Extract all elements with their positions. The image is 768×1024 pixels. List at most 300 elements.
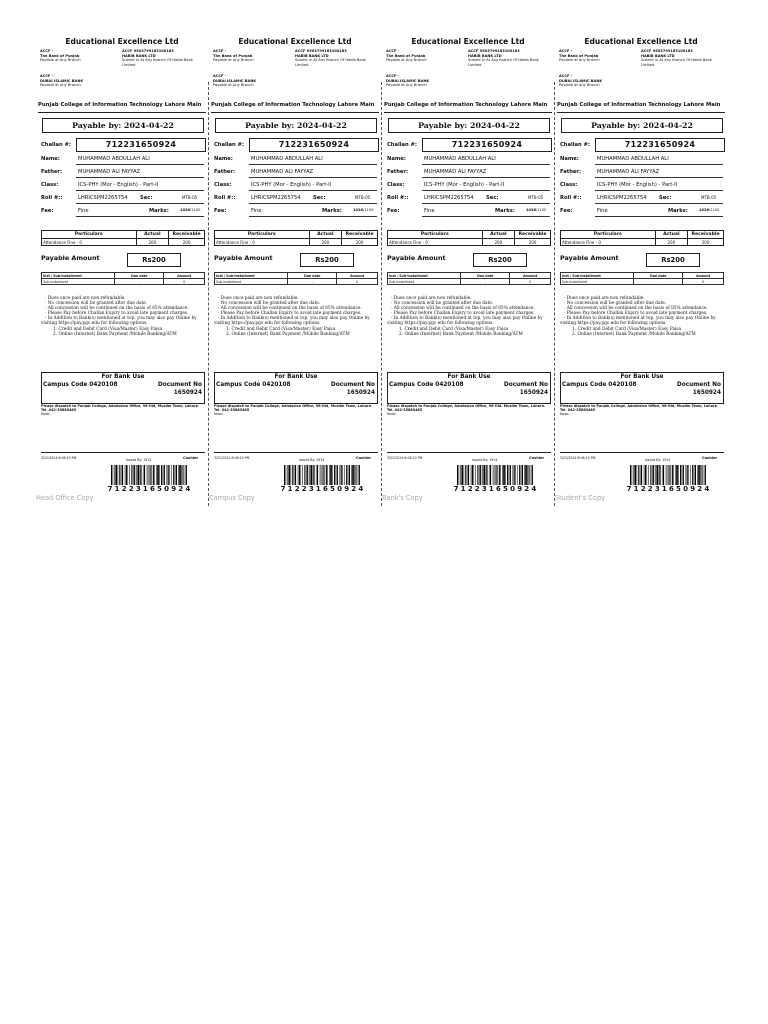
bank-name: HABIB BANK LTD: [641, 53, 675, 58]
barcode: [284, 465, 360, 485]
fee-actual: 200: [136, 239, 169, 246]
barcode-bar: [683, 465, 684, 485]
father-label: Father:: [41, 169, 63, 175]
barcode-bar: [493, 465, 494, 485]
fees-table: [560, 230, 724, 246]
challan-copy: [382, 32, 554, 502]
note-line: · In Addition to Bank(s) mentioned at top, you may also pay Online by visiting https://pay.pgc.edu for following options.: [214, 316, 370, 327]
underline: [249, 203, 377, 204]
barcode-bar: [517, 465, 518, 485]
bank-block-dib: [213, 74, 297, 88]
barcode-bar: [150, 465, 151, 485]
fee-particular: Attendance Fine - 0: [388, 239, 483, 246]
bank-block-bop: [40, 49, 124, 63]
fee-particular: Attendance Fine - 0: [561, 239, 656, 246]
marks-total: /1100: [190, 208, 201, 212]
col-amount: Amount: [164, 273, 205, 279]
college-name: Punjab College of Information Technology Lahore Main: [38, 102, 202, 108]
table-row: [215, 279, 378, 285]
table-row: [42, 239, 205, 246]
barcode-number: 712231650924: [453, 485, 539, 493]
barcode-bar: [114, 465, 115, 485]
barcode-bar: [329, 465, 330, 485]
marks-obtained: 1026: [526, 208, 537, 212]
barcode-bar: [141, 465, 142, 485]
roll-label: Roll #::: [41, 195, 63, 201]
company-name: Educational Excellence Ltd: [411, 37, 525, 46]
barcode-bar: [505, 465, 506, 485]
bank-name: DUBAI ISLAMIC BANK: [559, 78, 603, 83]
barcode-bar: [638, 465, 639, 485]
bank-name: HABIB BANK LTD: [295, 53, 329, 58]
divider: [41, 452, 205, 453]
bank-account-code: ACCF -: [386, 49, 400, 53]
barcode-bar: [313, 465, 314, 485]
barcode-bar: [690, 465, 691, 485]
timestamp: 3/22/2024 8:06:10 PM: [214, 456, 250, 460]
barcode-bar: [522, 465, 523, 485]
underline: [595, 177, 723, 178]
underline: [249, 177, 377, 178]
dispatch-address: Please dispatch to Punjab College, Admission Office, 96-Old, Muslim Town, Lahore. Tel. 042-35883485: [41, 404, 200, 413]
barcode-bar: [641, 465, 642, 485]
section-label: Sec:: [486, 195, 499, 201]
barcode-bar: [121, 465, 122, 485]
fee-actual: 200: [482, 239, 515, 246]
challan-number: 712231650924: [249, 138, 379, 152]
note-line: · Please Pay before Challan Expiry to avoid late payment charges.: [45, 311, 189, 317]
divider: [38, 112, 206, 113]
inst-amount: 0: [337, 279, 378, 285]
col-actual: Actual: [655, 231, 688, 239]
barcode-bar: [151, 465, 152, 485]
divider: [387, 452, 551, 453]
col-particulars: Particulars: [42, 231, 137, 239]
barcode-bar: [295, 465, 296, 485]
barcode-bar: [137, 465, 139, 485]
col-due: Due date: [115, 273, 164, 279]
barcode-bar: [475, 465, 476, 485]
barcode-number: 712231650924: [280, 485, 366, 493]
barcode-bar: [134, 465, 135, 485]
fee-value: Fine: [597, 208, 608, 214]
note-line: · Please Pay before Challan Expiry to avoid late payment charges.: [218, 311, 362, 317]
barcode-bar: [527, 465, 528, 485]
barcode-bar: [156, 465, 157, 485]
college-name: Punjab College of Information Technology Lahore Main: [384, 102, 548, 108]
section-label: Sec:: [140, 195, 153, 201]
barcode-bar: [183, 465, 184, 485]
cut-line: [381, 82, 382, 506]
barcode-bar: [487, 465, 488, 485]
class-label: Class:: [214, 182, 232, 188]
bank-note: Payable at Any Branch: [213, 58, 254, 63]
barcode-bar: [167, 465, 168, 485]
col-particulars: Particulars: [561, 231, 656, 239]
dispatch-address: Please dispatch to Punjab College, Admission Office, 96-Old, Muslim Town, Lahore. Tel. 042-35883485: [214, 404, 373, 413]
note-line: · All concession will be continued on the basis of 85% attendance.: [391, 306, 535, 312]
note-line: · No concession will be granted after due date.: [564, 301, 667, 307]
underline: [595, 164, 723, 165]
inst-due: -: [115, 279, 164, 285]
barcode-bar: [185, 465, 186, 485]
marks-label: Marks:: [668, 208, 688, 214]
barcode-bar: [532, 465, 533, 485]
barcode-bar: [327, 465, 328, 485]
barcode-bar: [344, 465, 345, 485]
divider: [214, 452, 378, 453]
bank-note: Submit in At Any Branch Of Habib Bank Limited: [641, 58, 712, 67]
barcode-bar: [129, 465, 130, 485]
barcode-bar: [503, 465, 505, 485]
issued-by: Issued By: 1914: [299, 458, 325, 462]
fee-receivable: 200: [515, 239, 551, 246]
underline: [76, 177, 204, 178]
barcode-bar: [653, 465, 654, 485]
roll-value: LHRICSPM2265754: [78, 195, 128, 201]
barcode-bar: [637, 465, 638, 485]
copy-label: Campus Copy: [209, 494, 255, 502]
barcode-bar: [633, 465, 634, 485]
barcode-bar: [509, 465, 510, 485]
barcode-bar: [695, 465, 696, 485]
bank-note: Submit in At Any Branch Of Habib Bank Limited: [122, 58, 193, 67]
bank-block-bop: [559, 49, 643, 63]
underline: [422, 177, 550, 178]
table-row: [215, 239, 378, 246]
barcode-bar: [144, 465, 145, 485]
fee-label: Fee:: [560, 208, 573, 214]
roll-value: LHRICSPM2265754: [597, 195, 647, 201]
col-receivable: Receivable: [342, 231, 378, 239]
barcode-bar: [348, 465, 349, 485]
barcode-bar: [349, 465, 350, 485]
col-inst: Inst / Sub-installment: [215, 273, 288, 279]
note-line: · Dues once paid are non refundable.: [391, 296, 472, 301]
fee-label: Fee:: [387, 208, 400, 214]
student-name: MUHAMMAD ABDULLAH ALI: [251, 156, 323, 162]
barcode-bar: [294, 465, 295, 485]
class-value: ICS-PHY (Mor - English) - Part-II: [78, 182, 159, 188]
underline: [76, 190, 204, 191]
payable-by-box: Payable by: 2024-04-22: [561, 118, 723, 133]
underline: [595, 216, 723, 217]
barcode-bar: [321, 465, 322, 485]
barcode-bar: [352, 465, 354, 485]
barcode-bar: [702, 465, 703, 485]
bank-use-title: For Bank Use: [620, 374, 664, 380]
barcode-bar: [171, 465, 172, 485]
table-row: [42, 279, 205, 285]
barcode-bar: [480, 465, 481, 485]
barcode-bar: [159, 465, 160, 485]
barcode-bar: [648, 465, 649, 485]
barcode-bar: [659, 465, 660, 485]
note-line: · No concession will be granted after due date.: [391, 301, 494, 307]
inst-due: -: [461, 279, 510, 285]
barcode-bar: [531, 465, 532, 485]
barcode-bar: [326, 465, 327, 485]
note-line: · Dues once paid are non refundable.: [564, 296, 645, 301]
barcode-bar: [652, 465, 653, 485]
underline: [422, 203, 550, 204]
barcode-bar: [337, 465, 338, 485]
cashier-label: Cashier: [183, 456, 199, 460]
bank-use-box: [387, 372, 551, 404]
barcode-bar: [465, 465, 466, 485]
inst-amount: 0: [683, 279, 724, 285]
barcode-bar: [524, 465, 525, 485]
campus-code: Campus Code 0420108: [216, 382, 291, 388]
col-due: Due date: [288, 273, 337, 279]
bank-name: DUBAI ISLAMIC BANK: [213, 78, 257, 83]
document-label: Document No: [503, 382, 548, 388]
barcode-bar: [286, 465, 287, 485]
inst-name: Sub-installment: [215, 279, 288, 285]
section-value: MTB-05: [701, 195, 717, 200]
class-label: Class:: [41, 182, 59, 188]
barcode-bar: [125, 465, 126, 485]
copy-label: Head Office Copy: [36, 494, 94, 502]
bank-note: Submit in At Any Branch Of Habib Bank Limited: [295, 58, 366, 67]
underline: [422, 164, 550, 165]
bank-block-hbl: [295, 49, 379, 67]
timestamp: 3/22/2024 8:06:10 PM: [387, 456, 423, 460]
bank-note: Payable at Any Branch: [386, 83, 427, 88]
underline: [76, 164, 204, 165]
barcode-bar: [514, 465, 515, 485]
col-actual: Actual: [309, 231, 342, 239]
fee-particular: Attendance Fine - 0: [42, 239, 137, 246]
fee-label: Fee:: [41, 208, 54, 214]
payable-by-box: Payable by: 2024-04-22: [42, 118, 204, 133]
father-label: Father:: [560, 169, 582, 175]
bank-note: Payable at Any Branch: [559, 58, 600, 63]
barcode-bar: [499, 465, 500, 485]
fee-value: Fine: [78, 208, 89, 214]
barcode-bar: [655, 465, 656, 485]
note-label: Note:-: [560, 412, 571, 416]
bank-note: Payable at Any Branch: [386, 58, 427, 63]
inst-amount: 0: [164, 279, 205, 285]
name-label: Name:: [387, 156, 406, 162]
barcode-bar: [351, 465, 352, 485]
inst-name: Sub-installment: [388, 279, 461, 285]
father-name: MUHAMMAD ALI FAYYAZ: [424, 169, 487, 175]
barcode-bar: [494, 465, 495, 485]
note-line: · All concession will be continued on the basis of 85% attendance.: [45, 306, 189, 312]
marks-obtained: 1026: [180, 208, 191, 212]
notes: [41, 296, 203, 337]
divider: [211, 112, 379, 113]
bank-account-code: ACCF 9503799163100183: [641, 49, 693, 53]
issued-by: Issued By: 1914: [472, 458, 498, 462]
barcode-bar: [632, 465, 633, 485]
cashier-label: Cashier: [529, 456, 545, 460]
barcode-bar: [521, 465, 522, 485]
marks-total: /1100: [363, 208, 374, 212]
barcode-bar: [645, 465, 646, 485]
bank-block-bop: [213, 49, 297, 63]
barcode: [630, 465, 706, 485]
bank-name: DUBAI ISLAMIC BANK: [40, 78, 84, 83]
cut-line: [554, 82, 555, 506]
roll-value: LHRICSPM2265754: [251, 195, 301, 201]
name-label: Name:: [560, 156, 579, 162]
payable-amount: Rs200: [473, 253, 527, 267]
payable-amount-label: Payable Amount: [387, 254, 446, 262]
barcode-bar: [173, 465, 174, 485]
barcode-bar: [692, 465, 693, 485]
barcode-bar: [340, 465, 341, 485]
note-label: Note:-: [387, 412, 398, 416]
underline: [422, 216, 550, 217]
challan-label: Challan #:: [214, 142, 244, 148]
note-line: · Please Pay before Challan Expiry to avoid late payment charges.: [564, 311, 708, 317]
barcode-bar: [320, 465, 321, 485]
col-amount: Amount: [683, 273, 724, 279]
note-line: · All concession will be continued on the basis of 85% attendance.: [218, 306, 362, 312]
student-name: MUHAMMAD ABDULLAH ALI: [78, 156, 150, 162]
bank-use-box: [41, 372, 205, 404]
note-line: · Dues once paid are non refundable.: [45, 296, 126, 301]
barcode-bar: [650, 465, 651, 485]
marks-label: Marks:: [322, 208, 342, 214]
barcode-bar: [143, 465, 144, 485]
barcode-bar: [472, 465, 473, 485]
payable-amount: Rs200: [127, 253, 181, 267]
barcode-bar: [464, 465, 465, 485]
col-inst: Inst / Sub-installment: [388, 273, 461, 279]
challan-label: Challan #:: [387, 142, 417, 148]
note-line: · All concession will be continued on the basis of 85% attendance.: [564, 306, 708, 312]
barcode-bar: [157, 465, 159, 485]
bank-account-code: ACCF -: [40, 49, 54, 53]
barcode-bar: [358, 465, 359, 485]
barcode-bar: [680, 465, 681, 485]
father-name: MUHAMMAD ALI FAYYAZ: [78, 169, 141, 175]
barcode-bar: [479, 465, 480, 485]
barcode-bar: [309, 465, 310, 485]
barcode-bar: [634, 465, 636, 485]
payable-by-box: Payable by: 2024-04-22: [215, 118, 377, 133]
barcode-bar: [513, 465, 514, 485]
section-label: Sec:: [659, 195, 672, 201]
company-name: Educational Excellence Ltd: [584, 37, 698, 46]
inst-amount: 0: [510, 279, 551, 285]
note-line: · In Addition to Bank(s) mentioned at top, you may also pay Online by visiting https://pay.pgc.edu for following options.: [41, 316, 197, 327]
bank-block-hbl: [641, 49, 725, 67]
bank-note: Submit in At Any Branch Of Habib Bank Limited: [468, 58, 539, 67]
barcode-bar: [666, 465, 667, 485]
barcode-number: 712231650924: [107, 485, 193, 493]
barcode-bar: [483, 465, 485, 485]
challan-number: 712231650924: [595, 138, 725, 152]
bank-account-code: ACCF 9503799163100183: [468, 49, 520, 53]
class-value: ICS-PHY (Mor - English) - Part-II: [424, 182, 505, 188]
barcode-bar: [500, 465, 501, 485]
timestamp: 3/22/2024 8:06:10 PM: [560, 456, 596, 460]
barcode-bar: [354, 465, 355, 485]
notes: [387, 296, 549, 337]
underline: [249, 216, 377, 217]
bank-account-code: ACCF 9503799163100183: [122, 49, 174, 53]
dispatch-address: Please dispatch to Punjab College, Admission Office, 96-Old, Muslim Town, Lahore. Tel. 042-35883485: [560, 404, 719, 413]
fee-label: Fee:: [214, 208, 227, 214]
barcode-bar: [676, 465, 678, 485]
barcode-bar: [356, 465, 357, 485]
barcode-bar: [169, 465, 170, 485]
marks-total: /1100: [709, 208, 720, 212]
bank-name: The Bank of Punjab: [213, 53, 253, 58]
marks-label: Marks:: [149, 208, 169, 214]
fee-value: Fine: [251, 208, 262, 214]
barcode-bar: [310, 465, 312, 485]
barcode-bar: [515, 465, 516, 485]
barcode-bar: [314, 465, 315, 485]
challan-copy: [36, 32, 208, 502]
campus-code: Campus Code 0420108: [389, 382, 464, 388]
bank-block-hbl: [468, 49, 552, 67]
fee-receivable: 200: [169, 239, 205, 246]
note-line: 2. Online (Internet) Bank Payment /Mobile Banking/ATM: [399, 331, 523, 337]
note-line: · Please Pay before Challan Expiry to avoid late payment charges.: [391, 311, 535, 317]
barcode-bar: [136, 465, 137, 485]
note-line: · Dues once paid are non refundable.: [218, 296, 299, 301]
barcode-bar: [670, 465, 671, 485]
fee-receivable: 200: [342, 239, 378, 246]
challan-copy: [555, 32, 727, 502]
bank-name: The Bank of Punjab: [40, 53, 80, 58]
barcode-bar: [686, 465, 687, 485]
barcode-bar: [179, 465, 181, 485]
barcode-bar: [673, 465, 674, 485]
table-row: [388, 279, 551, 285]
barcode-bar: [298, 465, 299, 485]
marks-label: Marks:: [495, 208, 515, 214]
barcode-bar: [468, 465, 469, 485]
underline: [76, 203, 204, 204]
barcode-bar: [459, 465, 460, 485]
note-line: 2. Online (Internet) Bank Payment /Mobile Banking/ATM: [572, 331, 696, 337]
barcode-bar: [667, 465, 668, 485]
barcode-bar: [176, 465, 177, 485]
copy-label: Bank's Copy: [382, 494, 423, 502]
document-number: 1650924: [519, 390, 548, 396]
inst-due: -: [288, 279, 337, 285]
document-number: 1650924: [692, 390, 721, 396]
barcode-bar: [332, 465, 333, 485]
barcode-bar: [111, 465, 112, 485]
col-particulars: Particulars: [215, 231, 310, 239]
barcode-bar: [306, 465, 307, 485]
barcode-bar: [687, 465, 688, 485]
barcode-bar: [359, 465, 360, 485]
bank-name: The Bank of Punjab: [386, 53, 426, 58]
barcode-bar: [153, 465, 154, 485]
fee-actual: 200: [655, 239, 688, 246]
timestamp: 3/22/2024 8:06:10 PM: [41, 456, 77, 460]
col-due: Due date: [634, 273, 683, 279]
marks-total: /1100: [536, 208, 547, 212]
bank-account-code: ACCF -: [213, 74, 227, 78]
class-label: Class:: [560, 182, 578, 188]
underline: [422, 190, 550, 191]
bank-block-dib: [386, 74, 470, 88]
divider: [384, 112, 552, 113]
table-row: [561, 239, 724, 246]
bank-use-title: For Bank Use: [101, 374, 145, 380]
